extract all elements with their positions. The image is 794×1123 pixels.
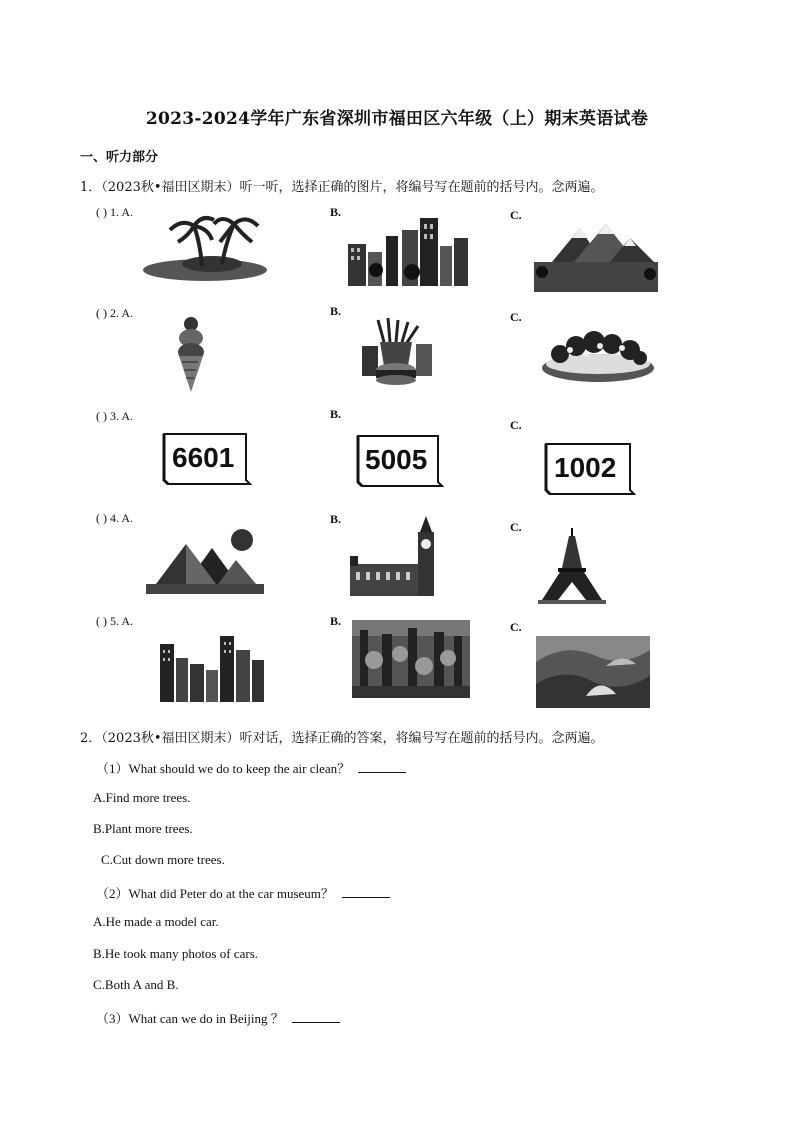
q1-item-5-option-c-label: C. [510,620,522,634]
salad-icon [540,324,656,386]
q1-item-2-number: ( ) 2. A. [96,306,133,320]
q2-sub2-option-a: A.He made a model car. [93,914,219,929]
q1-item-4-number: ( ) 4. A. [96,511,133,525]
q2-sub2-option-b: B.He took many photos of cars. [93,946,259,961]
q1-item-4-option-c-label: C. [510,520,522,534]
q1-item-1-option-c-label: C. [510,208,522,222]
city-buildings-icon [346,216,472,288]
q2-sub3 [96,1008,340,1027]
question-1-prompt: 1．（2023秋•福田区期末）听一听，选择正确的图片，将编号写在题前的括号内。念两遍。 [80,180,604,195]
sign-number-text: 5005 [365,444,428,475]
sign-number-text: 6601 [172,442,235,473]
q1-item-3-option-c-label: C. [510,418,522,432]
q1-item-4-option-b-label: B. [330,512,342,526]
desert-icon [536,636,650,708]
big-ben-icon [348,514,438,598]
section-heading: 一、听力部分 [80,150,159,165]
q2-sub2-text: （2）What did Peter do at the car museum？ [96,886,334,901]
q2-sub3-text: （3）What can we do in Beijing ？ [96,1011,284,1026]
q2-sub1-option-b: B.Plant more trees. [93,821,193,836]
number-sign-a [160,430,254,488]
question-2-prompt: 2．（2023秋•福田区期末）听对话，选择正确的答案，将编号写在题前的括号内。念两遍。 [80,731,604,746]
q1-item-2-option-b-label: B. [330,304,342,318]
q1-item-3-number: ( ) 3. A. [96,409,133,423]
mountains-icon [532,222,660,294]
number-sign-b [354,432,446,490]
q1-item-1-option-b-label: B. [330,205,342,219]
island-icon [142,212,268,284]
answer-blank[interactable] [358,760,406,773]
answer-blank[interactable] [342,885,390,898]
q1-item-5-number: ( ) 5. A. [96,614,133,628]
q2-sub2 [96,883,390,902]
page-title: 2023-2024学年广东省深圳市福田区六年级（上）期末英语试卷 [145,109,649,129]
skyscrapers-icon [158,634,266,702]
q2-sub1 [96,758,406,777]
sign-number-text: 1002 [554,452,617,483]
answer-blank[interactable] [292,1010,340,1023]
pyramids-icon [146,524,264,596]
q1-item-2-option-c-label: C. [510,310,522,324]
q1-item-5-option-b-label: B. [330,614,342,628]
ice-cream-icon [176,316,206,394]
q2-sub1-option-a: A.Find more trees. [93,790,191,805]
q2-sub1-text: （1）What should we do to keep the air clean？ [96,761,351,776]
number-sign-c [542,440,638,498]
q1-item-1-number: ( ) 1. A. [96,205,133,219]
fast-food-icon [358,316,436,388]
q2-sub2-option-c: C.Both A and B. [93,977,179,992]
forest-icon [352,620,470,698]
q1-item-3-option-b-label: B. [330,407,342,421]
q2-sub1-option-c: C.Cut down more trees. [101,852,225,867]
eiffel-tower-icon [536,528,608,606]
